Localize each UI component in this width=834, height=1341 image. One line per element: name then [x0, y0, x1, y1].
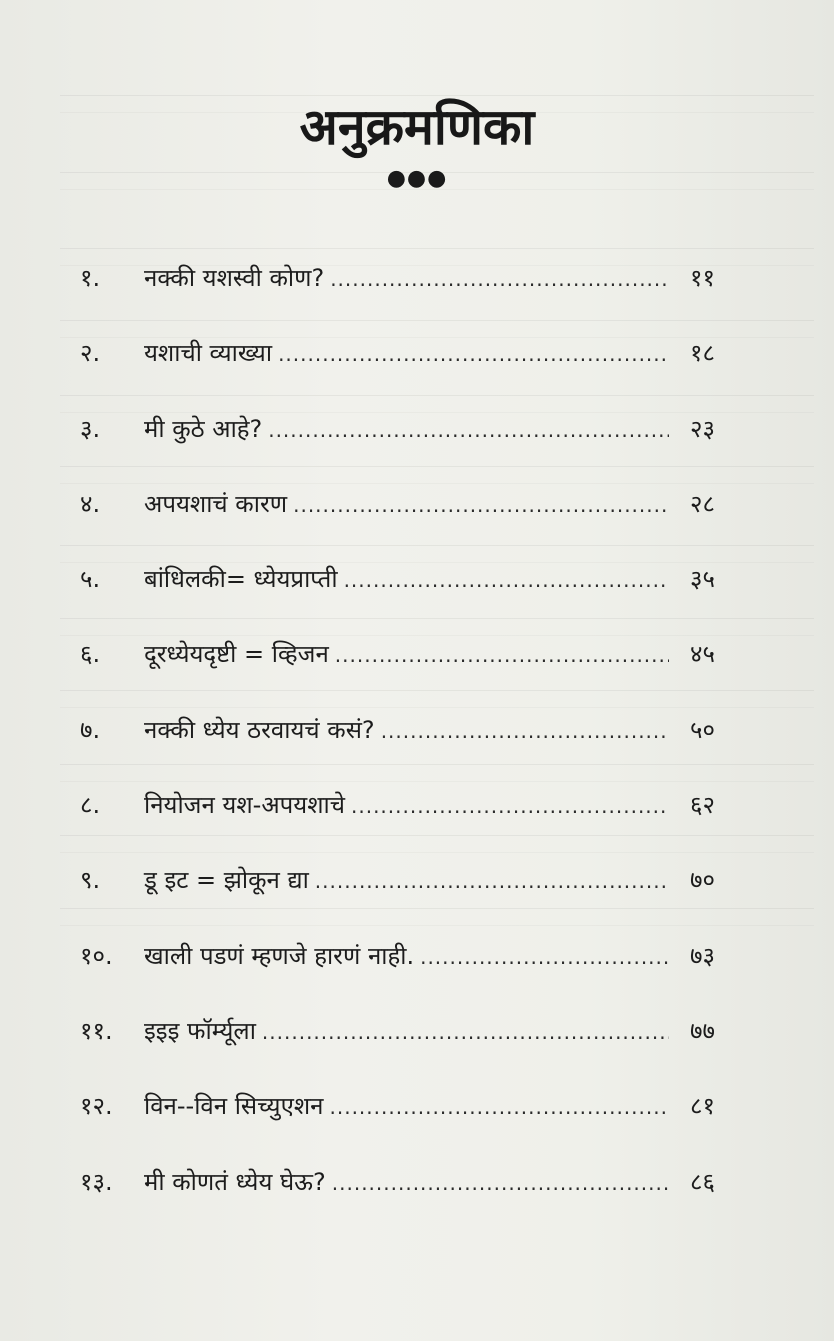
- page-number: २८: [690, 489, 715, 518]
- dot-leader: [332, 1163, 669, 1203]
- chapter-number: १.: [80, 264, 101, 292]
- chapter-number: १२.: [80, 1092, 113, 1121]
- toc-entry: [80, 710, 715, 785]
- chapter-number: ८.: [80, 791, 101, 820]
- dot-leader: [293, 485, 669, 525]
- table-of-contents: [80, 258, 715, 1237]
- page-number: ७७: [690, 1016, 715, 1045]
- dot-leader: [278, 334, 669, 374]
- dot-leader: [262, 1012, 669, 1052]
- chapter-title: नक्की यशस्वी कोण?: [144, 264, 325, 292]
- chapter-number: ४.: [80, 489, 101, 518]
- chapter-title: यशाची व्याख्या: [144, 339, 273, 368]
- toc-entry: [80, 785, 715, 860]
- page-number: ८१: [690, 1092, 715, 1121]
- chapter-title: डू इट = झोकून द्या: [144, 866, 309, 895]
- dot-leader: [268, 410, 669, 450]
- toc-entry: [80, 634, 715, 709]
- page-number: ७३: [690, 941, 715, 970]
- dot-leader: [315, 861, 669, 901]
- chapter-title: विन--विन सिच्युएशन: [144, 1092, 324, 1121]
- page-number: ५०: [690, 715, 715, 744]
- chapter-title: नक्की ध्येय ठरवायचं कसं?: [144, 715, 375, 744]
- chapter-number: ७.: [80, 715, 101, 744]
- dot-leader: [344, 560, 669, 600]
- chapter-number: ६.: [80, 640, 101, 669]
- dot-leader: [330, 259, 669, 299]
- dot-leader: [420, 937, 669, 977]
- chapter-number: १३.: [80, 1167, 113, 1196]
- toc-entry: [80, 1086, 715, 1161]
- chapter-title: मी कोणतं ध्येय घेऊ?: [144, 1167, 326, 1196]
- toc-entry: [80, 258, 715, 333]
- chapter-title: अपयशाचं कारण: [144, 489, 288, 518]
- chapter-number: ११.: [80, 1016, 113, 1045]
- page-number: २३: [690, 414, 715, 443]
- chapter-title: दूरध्येयदृष्टी = व्हिजन: [144, 640, 329, 669]
- toc-entry: [80, 484, 715, 559]
- toc-entry: [80, 409, 715, 484]
- page-number: ३५: [690, 565, 715, 594]
- dot-leader: [330, 1087, 670, 1127]
- chapter-number: ३.: [80, 414, 101, 443]
- toc-entry: [80, 1162, 715, 1237]
- toc-entry: [80, 559, 715, 634]
- chapter-number: ९.: [80, 866, 101, 895]
- chapter-title: बांधिलकी= ध्येयप्राप्ती: [144, 565, 338, 594]
- toc-entry: [80, 1011, 715, 1086]
- chapter-title: खाली पडणं म्हणजे हारणं नाही.: [144, 941, 415, 970]
- toc-entry: [80, 860, 715, 935]
- chapter-title: नियोजन यश-अपयशाचे: [144, 791, 345, 820]
- page-number: ८६: [690, 1167, 715, 1196]
- chapter-number: १०.: [80, 941, 113, 970]
- dot-leader: [381, 711, 669, 751]
- page-number: ४५: [690, 640, 715, 669]
- chapter-number: २.: [80, 339, 101, 368]
- dot-leader: [351, 786, 669, 826]
- dot-leader: [335, 635, 669, 675]
- chapter-number: ५.: [80, 565, 101, 594]
- page-number: ६२: [690, 791, 715, 820]
- chapter-title: इइइ फॉर्म्यूला: [144, 1016, 256, 1045]
- page-number: ७०: [690, 866, 715, 895]
- toc-entry: [80, 936, 715, 1011]
- page-title: अनुक्रमणिका: [299, 98, 535, 156]
- page-number: ११: [690, 264, 715, 292]
- title-ornament: ●●●: [386, 166, 448, 191]
- page-number: १८: [690, 339, 715, 368]
- chapter-title: मी कुठे आहे?: [144, 414, 263, 443]
- toc-entry: [80, 333, 715, 408]
